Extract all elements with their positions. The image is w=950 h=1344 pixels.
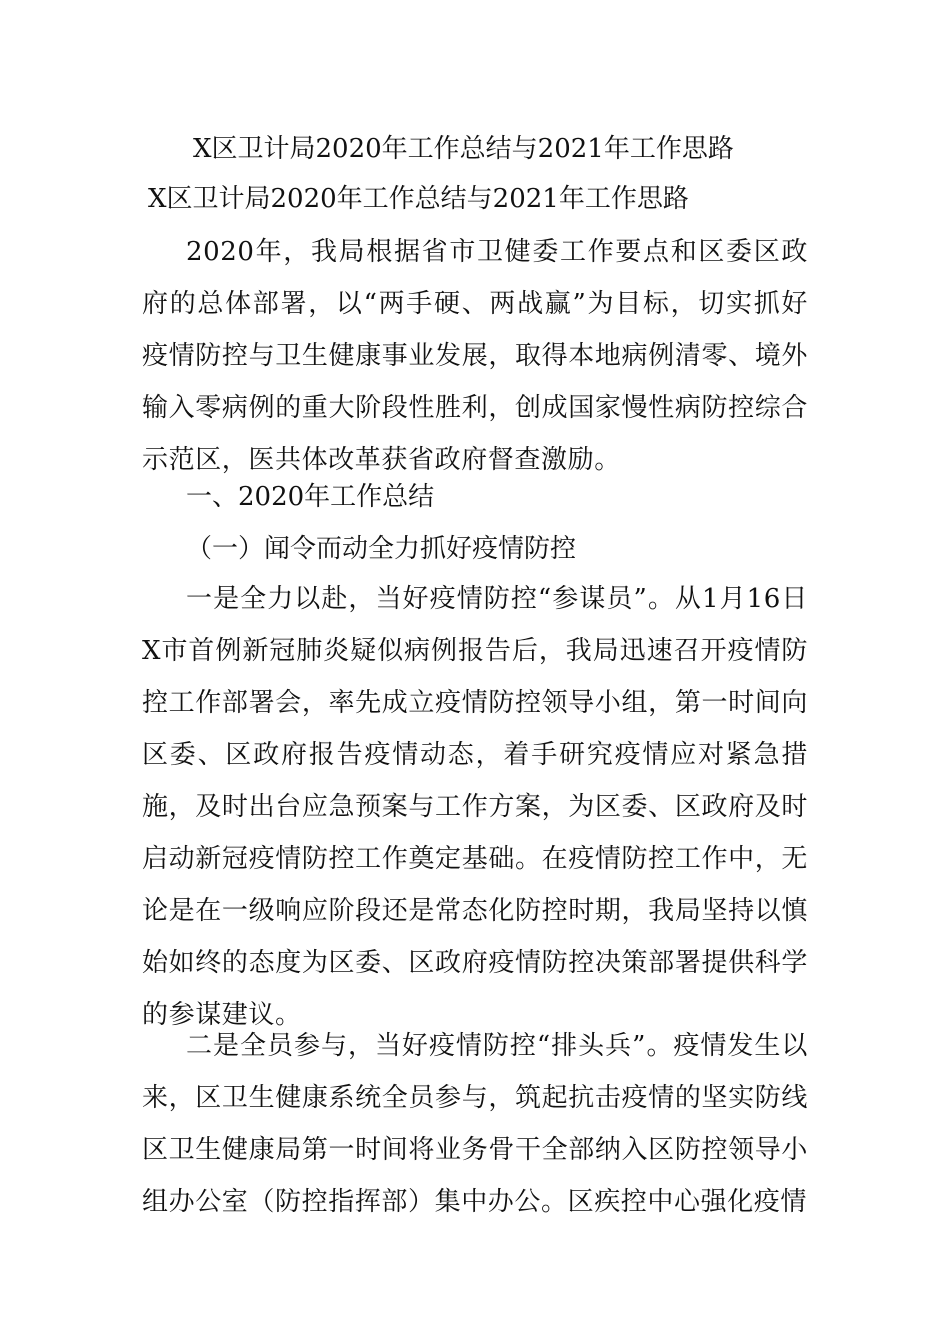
paragraph-one: 一是全力以赴，当好疫情防控“参谋员”。从1月16日X市首例新冠肺炎疑似病例报告后，我局迅速召开疫情防控工作部署会，率先成立疫情防控领导小组，第一时间向区委、区政府报告疫情动态，着手研究疫情应对紧急措施，及时出台应急预案与工作方案，为区委、区政府及时启动新冠疫情防控工作奠定基础。在疫情防控工作中，无论是在一级响应阶段还是常态化防控时期，我局坚持以慎始如终的态度为区委、区政府疫情防控决策部署提供科学的参谋建议。: [142, 584, 808, 1030]
paragraph-two: 二是全员参与，当好疫情防控“排头兵”。疫情发生以来，区卫生健康系统全员参与，筑起抗击疫情的坚实防线区卫生健康局第一时间将业务骨干全部纳入区防控领导小组办公室（防控指挥部）集中办公。区疾控中心强化疫情: [142, 1031, 808, 1217]
section-heading: 一、2020年工作总结: [186, 482, 435, 512]
document-title: X区卫计局2020年工作总结与2021年工作思路: [193, 134, 734, 164]
subsection-heading: （一）闻令而动全力抓好疫情防控: [186, 534, 577, 564]
document-subtitle: X区卫计局2020年工作总结与2021年工作思路: [148, 184, 689, 214]
intro-paragraph: 2020年，我局根据省市卫健委工作要点和区委区政府的总体部署，以“两手硬、两战赢”为目标，切实抓好疫情防控与卫生健康事业发展，取得本地病例清零、境外输入零病例的重大阶段性胜利，创成国家慢性病防控综合示范区，医共体改革获省政府督查激励。: [142, 237, 808, 475]
